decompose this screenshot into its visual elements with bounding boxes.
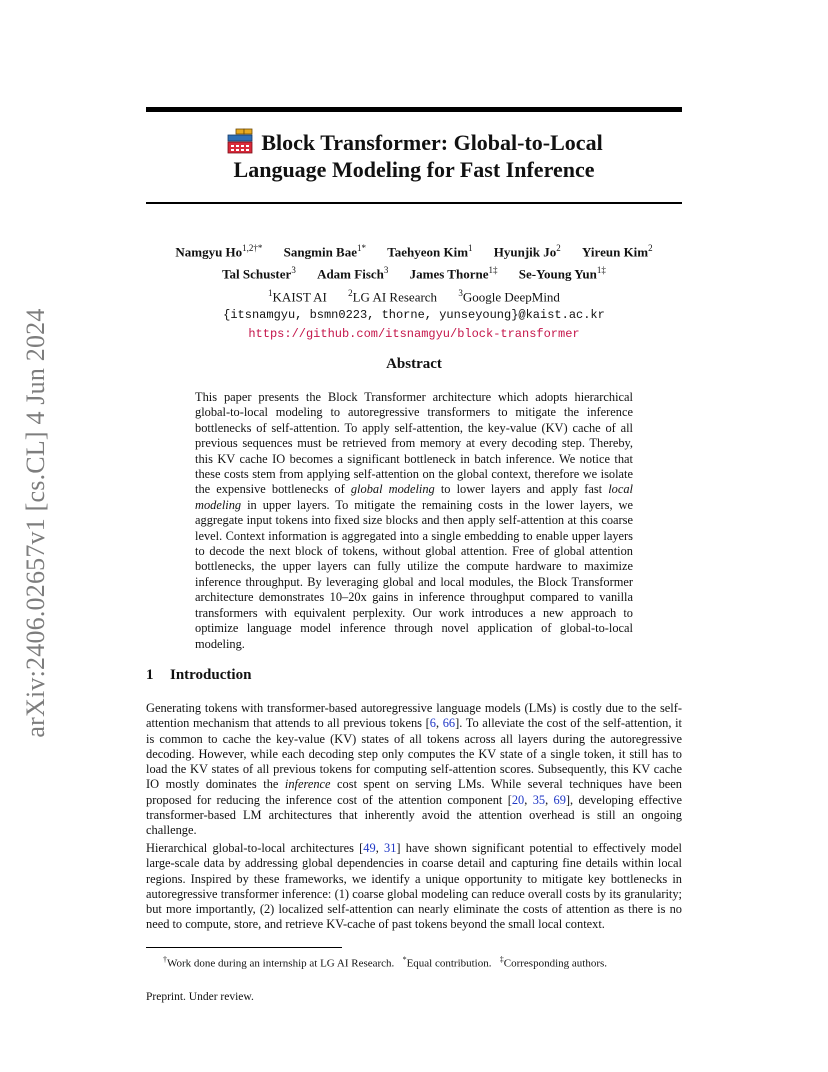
citation-link[interactable]: 31 <box>384 841 397 855</box>
author-affil-mark: 2 <box>648 243 653 253</box>
author-affil-mark: 1‡ <box>488 265 498 276</box>
affil-mark: 3 <box>458 287 463 298</box>
abstract-text: to lower layers and apply fast <box>434 482 609 497</box>
body-text: ]. To alleviate the cost of the self-attention, it is common to cache the key-value (KV) states of all tokens across all layers during the autoregressive decoding. However, while each decoding step only computes the KV state of a single token, it still has to load the KV states of all previous tokens for computing self-attention scores. Subsequently, this KV cache IO mostly dominates the <box>146 716 683 792</box>
citation-link[interactable]: 49 <box>363 841 376 855</box>
footnote-text: Corresponding authors. <box>503 957 608 970</box>
citation-link[interactable]: 66 <box>442 716 456 731</box>
arxiv-stamp-text: arXiv:2406.02657v1 [cs.CL] 4 Jun 2024 <box>21 308 50 738</box>
author-affil-mark: 1‡ <box>596 265 606 276</box>
author-affil-mark: 1 <box>468 243 473 253</box>
author-affil-mark: 3 <box>383 265 389 276</box>
intro-paragraph-1 <box>146 701 682 839</box>
citation-link[interactable]: 69 <box>553 792 566 807</box>
affil-mark: 2 <box>348 287 353 298</box>
abstract-text: This paper presents the Block Transformer architecture which adopts hierarchical global-to-local modeling to autoregressive transformers to mitigate the inference bottlenecks of self-attention. To apply self-attention, the key-value (KV) cache of all previous sequences must be retrieved from memory at every decoding step. Thereby, this KV cache IO becomes a significant bottleneck in batch inference. We notice that these costs stem from applying self-attention on the global context, therefore we isolate the expensive bottlenecks of <box>195 390 633 497</box>
citation-link[interactable]: 35 <box>532 792 546 807</box>
footnote-text: Work done during an internship at LG AI Research. <box>167 957 395 970</box>
citation-link[interactable]: 6 <box>429 716 436 731</box>
abstract-emphasis: global modeling <box>350 482 435 497</box>
body-text: Hierarchical global-to-local architectures [ <box>146 841 364 855</box>
body-text: , <box>375 841 385 855</box>
footnote-mark: ‡ <box>499 955 504 964</box>
footnote-text: Equal contribution. <box>406 957 492 970</box>
author-name: Adam Fisch <box>317 266 384 282</box>
author-name: Sangmin Bae <box>283 244 357 260</box>
affiliations <box>146 284 682 306</box>
author-name: Namgyu Ho <box>175 244 243 260</box>
block-stack-icon <box>225 128 255 154</box>
author-affil-mark: 1* <box>357 243 366 253</box>
title-line-1: Block Transformer: Global-to-Local <box>261 130 603 155</box>
abstract-text: in upper layers. To mitigate the remaining costs in the lower layers, we aggregate input tokens into fixed size blocks and then apply self-attention at this coarse level. Context information is aggregated into a single embedding to enable upper layers to decode the next block of tokens, without global attention. Free of global attention bottlenecks, the upper layers can fully utilize the compute hardware to maximize inference throughput. By leveraging global and local modules, the Block Transformer architecture demonstrates 10–20x gains in inference throughput compared to vanilla transformers with equivalent perplexity. Our work introduces a new approach to optimize language model inference through novel application of global-to-local modeling. <box>195 497 633 651</box>
affiliation: Google DeepMind <box>462 288 560 304</box>
section-number: 1 <box>146 667 154 683</box>
title-top-rule <box>146 107 682 112</box>
affiliation: LG AI Research <box>352 288 438 304</box>
section-title: Introduction <box>170 667 252 683</box>
author-line-1 <box>146 239 682 261</box>
footnote-mark: * <box>402 955 407 964</box>
author-block <box>146 239 682 344</box>
footnote-rule <box>146 947 342 948</box>
author-name: Tal Schuster <box>222 266 292 282</box>
footnote-mark: † <box>163 955 167 964</box>
author-name: Taehyeon Kim <box>387 244 469 260</box>
author-affil-mark: 3 <box>291 265 296 276</box>
preprint-note: Preprint. Under review. <box>146 991 254 1003</box>
author-emails: {itsnamgyu, bsmn0223, thorne, yunseyoung}@kaist.ac.kr <box>223 307 605 322</box>
body-text: , <box>524 792 533 807</box>
body-text: ] have shown significant potential to effectively model large-scale data by addressing global dependencies in coarse detail and capturing fine details within local regions. Inspired by these frameworks, we identify a unique opportunity to mitigate key bottlenecks in autoregressive transformer inference: (1) coarse global modeling can reduce overall costs by its granularity; but more importantly, (2) localized self-attention can nearly eliminate the costs of attention as there is no need to compute, store, and retrieve KV-cache of past tokens beyond the small local context. <box>146 841 682 932</box>
body-text: , <box>545 792 554 807</box>
title-bottom-rule <box>146 202 682 204</box>
author-name: Yireun Kim <box>582 244 649 260</box>
citation-link[interactable]: 20 <box>511 792 525 807</box>
affil-mark: 1 <box>268 287 273 298</box>
footnote <box>163 953 607 971</box>
abstract-heading: Abstract <box>386 356 442 372</box>
body-text: ], developing effective transformer-based LM architectures that inherently avoid the attention overhead is still an ongoing challenge. <box>146 792 682 838</box>
abstract-body <box>195 390 633 652</box>
body-text: , <box>435 716 443 731</box>
paper-title <box>146 128 682 183</box>
body-text: cost spent on serving LMs. While several techniques have been proposed for reducing the inference cost of the attention component [ <box>146 777 682 807</box>
affiliation: KAIST AI <box>272 288 327 304</box>
abstract-emphasis: local modeling <box>195 482 633 512</box>
author-name: James Thorne <box>409 266 489 282</box>
author-name: Hyunjik Jo <box>493 244 557 260</box>
author-affil-mark: 2 <box>556 243 561 253</box>
body-text: Generating tokens with transformer-based autoregressive language models (LMs) is costly due to the self-attention mechanism that attends to all previous tokens [ <box>146 701 682 731</box>
body-emphasis: inference <box>284 777 331 792</box>
author-name: Se-Young Yun <box>518 266 597 282</box>
repo-link[interactable]: https://github.com/itsnamgyu/block-transformer <box>248 326 580 341</box>
intro-paragraph-2 <box>146 841 682 933</box>
section-heading <box>146 667 251 684</box>
author-line-2 <box>146 261 682 283</box>
author-affil-mark: 1,2†* <box>242 243 263 253</box>
title-line-2: Language Modeling for Fast Inference <box>233 157 595 182</box>
